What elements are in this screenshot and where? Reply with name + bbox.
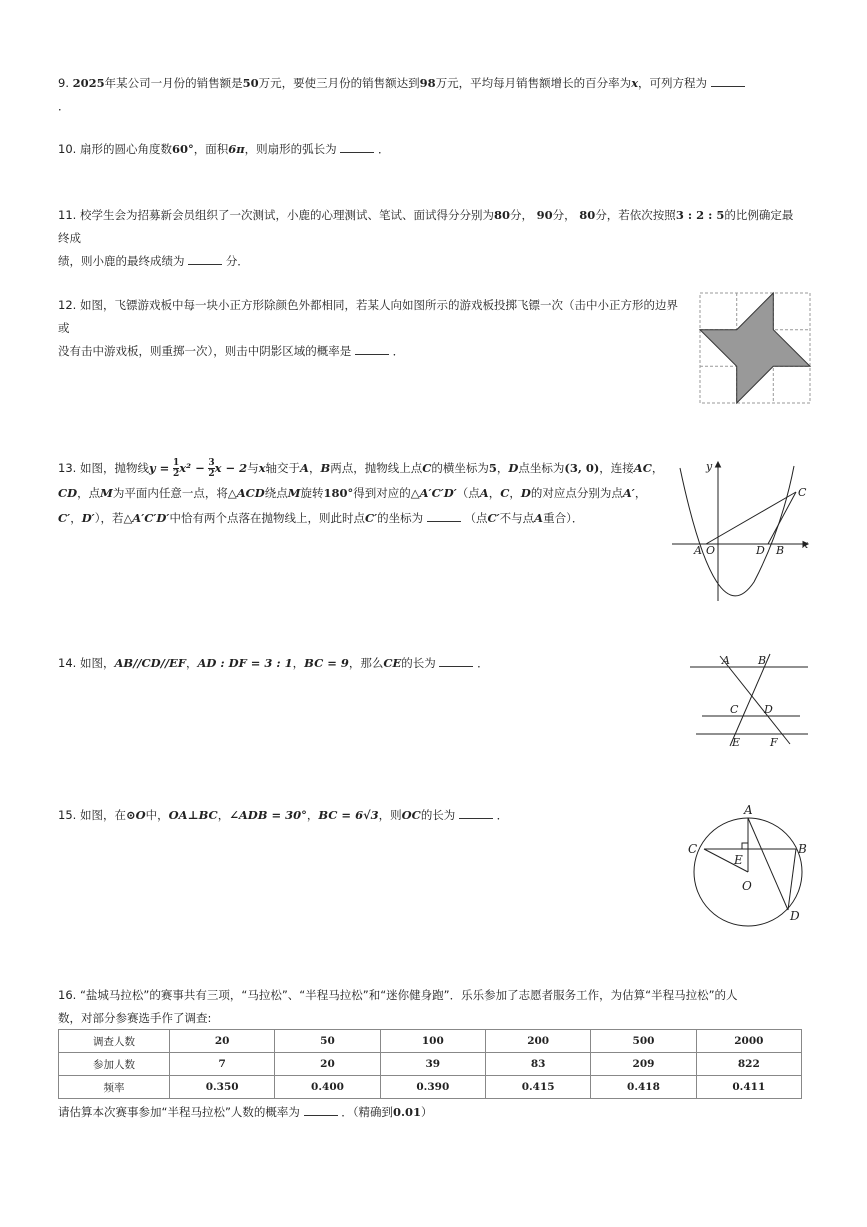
question-11: 11. 校学生会为招募新会员组织了一次测试，小鹿的心理测试、笔试、面试得分分别为80分， 90分， 80分，若依次按照3 : 2 : 5的比例确定最终成 绩，则小鹿的最终成绩为 分． — [58, 208, 794, 268]
q10-number: 10. — [58, 142, 77, 156]
question-14: 14. 如图，AB//CD//EF，AD : DF = 3 : 1，BC = 9，那么CE的长为 ． — [58, 656, 489, 670]
table-cell: 209 — [591, 1053, 696, 1076]
table-cell: 0.415 — [485, 1076, 590, 1099]
table-row — [59, 1030, 802, 1053]
table-cell: 200 — [485, 1030, 590, 1053]
shaded-region — [700, 293, 810, 403]
row-label: 频率 — [59, 1076, 170, 1099]
label-e: E — [734, 853, 743, 867]
label-e: E — [732, 736, 741, 749]
question-9: 9. 2025年某公司一月份的销售额是50万元，要使三月份的销售额达到98万元，平均每月销售额增长的百分率为x，可列方程为 ． — [58, 72, 758, 118]
label-d: D — [756, 544, 765, 557]
table-cell: 822 — [696, 1053, 801, 1076]
table-row — [59, 1076, 802, 1099]
label-f: F — [770, 736, 778, 749]
table-row — [59, 1053, 802, 1076]
answer-blank[interactable] — [459, 806, 493, 819]
label-o: O — [742, 879, 752, 893]
line-ad — [720, 656, 790, 744]
segment-ad — [748, 818, 788, 910]
table-cell: 20 — [275, 1053, 380, 1076]
label-a: A — [694, 544, 702, 557]
parallel-lines-figure — [690, 652, 810, 752]
parabola-figure — [672, 458, 812, 603]
label-b: B — [798, 842, 807, 856]
label-c: C — [730, 703, 739, 716]
answer-blank[interactable] — [304, 1103, 338, 1116]
table-cell: 0.350 — [170, 1076, 275, 1099]
label-o: O — [706, 544, 716, 557]
q12-number: 12. — [58, 298, 77, 312]
table-cell: 0.418 — [591, 1076, 696, 1099]
table-cell: 0.390 — [380, 1076, 485, 1099]
table-cell: 0.411 — [696, 1076, 801, 1099]
label-c: C — [798, 486, 807, 499]
table-cell: 50 — [275, 1030, 380, 1053]
table-cell: 7 — [170, 1053, 275, 1076]
right-angle-mark — [742, 843, 748, 849]
q16-number: 16. — [58, 988, 77, 1002]
table-cell: 0.400 — [275, 1076, 380, 1099]
fraction-one-half: $\frac{1}{2}$ — [172, 458, 180, 479]
question-12: 12. 如图，飞镖游戏板中每一块小正方形除颜色外都相同，若某人向如图所示的游戏板投掷飞镖一次（击中小正方形的边界或 没有击中游戏板，则重掷一次），则击中阴影区域的概率是 ． — [58, 298, 678, 358]
q15-number: 15. — [58, 808, 77, 822]
circle-figure — [684, 804, 814, 934]
q14-number: 14. — [58, 656, 77, 670]
table-cell: 83 — [485, 1053, 590, 1076]
q9-number: 9. — [58, 76, 69, 90]
dartboard-figure — [700, 293, 810, 403]
question-16: 16. “盐城马拉松”的赛事共有三项，“马拉松”、“半程马拉松”和“迷你健身跑”．乐乐参加了志愿者服务工作，为估算“半程马拉松”的人 数，对部分参赛选手作了调查: — [58, 988, 738, 1025]
label-y: y — [706, 460, 713, 473]
parabola-curve — [680, 466, 794, 596]
answer-blank[interactable] — [427, 509, 461, 522]
question-13: 13. 如图，抛物线y = $\frac{1}{2}$ x² − $\frac{3}{2}$ x − 2与x轴交于A，B两点，抛物线上点C的横坐标为5，D点坐标为(3, 0)，连接AC， CD，点M为平面内任意一点，将△ACD绕点M旋转180°得到对应的△A′C′D′（点A，C，D的对应点分别为点A′， C′，D′），若△A′C′D′中恰有两个点落在抛物线上，则此时点C′的坐标为 （点C′不与点A重合）． — [58, 458, 664, 525]
label-a: A — [722, 654, 730, 667]
label-x: x — [802, 538, 809, 551]
label-b: B — [776, 544, 785, 557]
survey-table — [58, 1029, 802, 1099]
row-label: 参加人数 — [59, 1053, 170, 1076]
table-cell: 500 — [591, 1030, 696, 1053]
fraction-three-halves: $\frac{3}{2}$ — [208, 458, 215, 479]
question-10: 10. 扇形的圆心角度数60°，面积6π，则扇形的弧长为 ． — [58, 142, 390, 156]
segment-bd — [788, 849, 796, 910]
line-be — [730, 654, 770, 746]
question-16-prompt: 请估算本次赛事参加“半程马拉松”人数的概率为 ．（精确到0.01） — [58, 1105, 433, 1119]
answer-blank[interactable] — [355, 342, 389, 355]
label-b: B — [758, 654, 767, 667]
answer-blank[interactable] — [188, 252, 222, 265]
question-15: 15. 如图，在⊙O中，OA⊥BC，∠ADB = 30°，BC = 6√3，则OC的长为 ． — [58, 808, 509, 822]
table-cell: 100 — [380, 1030, 485, 1053]
table-cell: 39 — [380, 1053, 485, 1076]
answer-blank[interactable] — [711, 74, 745, 87]
table-cell: 20 — [170, 1030, 275, 1053]
label-a: A — [744, 803, 753, 817]
q11-number: 11. — [58, 208, 77, 222]
y-axis-arrow-icon — [716, 462, 721, 467]
label-d: D — [764, 703, 773, 716]
q13-number: 13. — [58, 461, 77, 475]
answer-blank[interactable] — [340, 140, 374, 153]
label-d: D — [790, 909, 800, 923]
answer-blank[interactable] — [439, 654, 473, 667]
table-cell: 2000 — [696, 1030, 801, 1053]
label-c: C — [688, 842, 698, 856]
row-label: 调查人数 — [59, 1030, 170, 1053]
